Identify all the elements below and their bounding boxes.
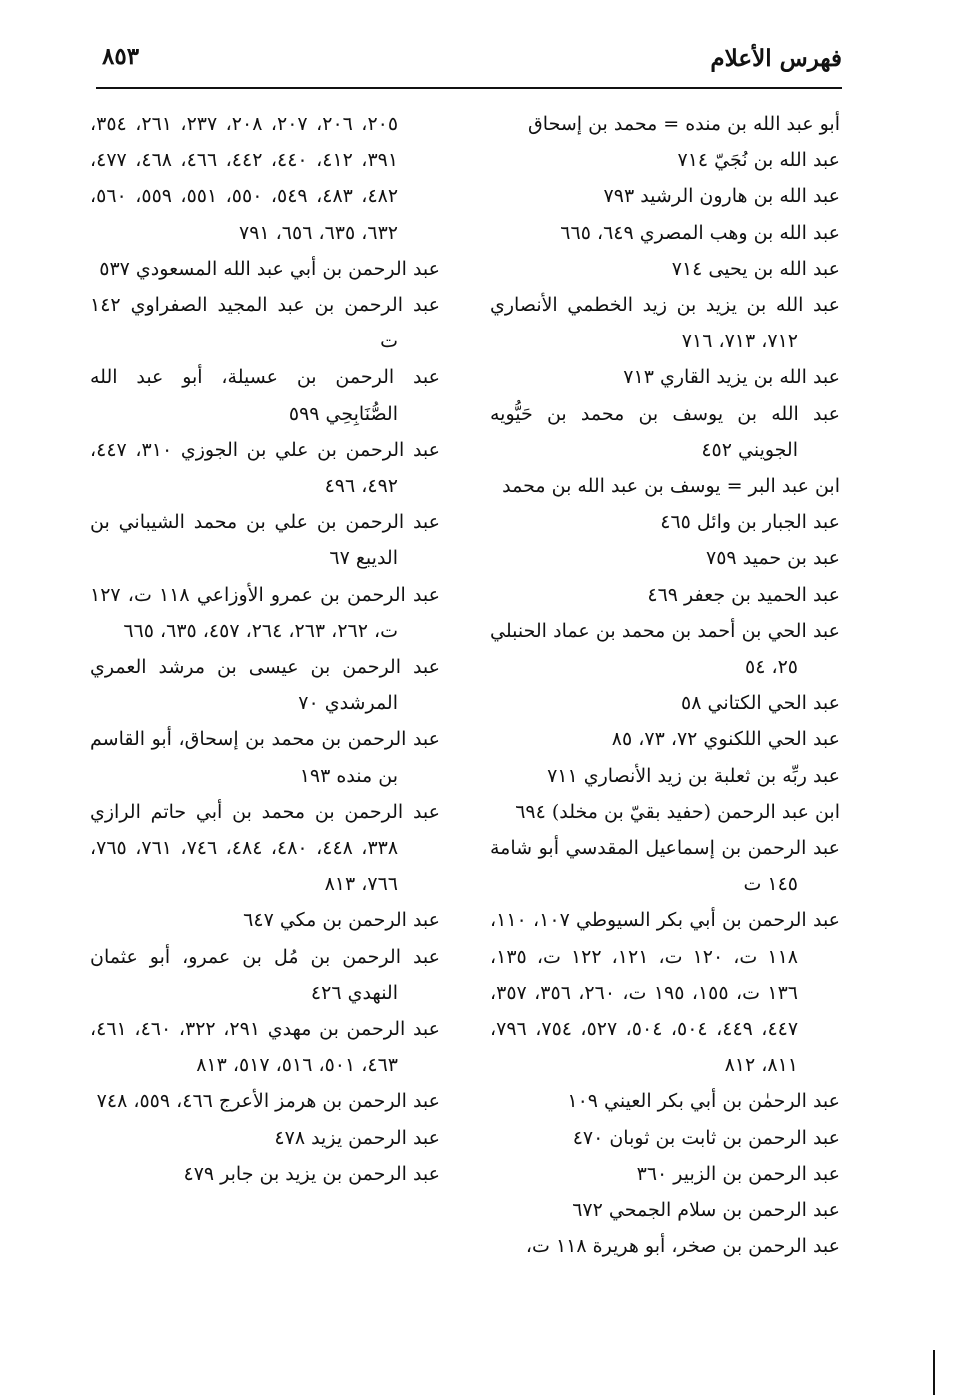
index-entry: ابن عبد البر = يوسف بن عبد الله بن محمد (502, 475, 840, 498)
index-entry: عبد الرحمن بن أبي بكر السيوطي ١٠٧، ١١٠، ١١٨ ت، ١٢٠ ت، ١٢١، ١٢٢ ت، ١٣٥، ١٣٦ ت، ١٥٥، ١٩٥ ت، ٢٦٠، ٣٥٦، ٣٥٧، ٤٤٧، ٤٤٩، ٥٠٤، ٥٠٤، ٥٢٧، ٧٥٤، ٧٩٦، ٨١١، ٨١٢ (490, 909, 841, 1077)
index-entry: عبد الرحمن بن هرمز الأعرج ٤٦٦، ٥٥٩، ٧٤٨ (96, 1090, 440, 1113)
index-entry: عبد الرحمن بن إسماعيل المقدسي أبو شامة ١٤٥ ت (490, 837, 840, 896)
index-entry: عبد الرحمن بن مُل بن عمرو، أبو عثمان النهدي ٤٢٦ (90, 945, 440, 1004)
index-entry: عبد الله بن يوسف بن محمد بن حَيُّويه الجويني ٤٥٢ (490, 402, 840, 461)
index-entry: عبد الرحمن بن محمد بن إسحاق، أبو القاسم بن منده ١٩٣ (90, 728, 440, 787)
index-column-right (490, 106, 840, 1265)
index-entry: عبد الرحمن بن عبد المجيد الصفراوي ١٤٢ ت (90, 294, 440, 353)
index-entry: عبد الله بن وهب المصري ٦٤٩، ٦٦٥ (560, 221, 840, 244)
header-divider (96, 87, 842, 89)
index-entry: عبد الله بن هارون الرشيد ٧٩٣ (603, 185, 840, 208)
index-entry: عبد الرحمن بن الزبير ٣٦٠ (636, 1162, 840, 1185)
index-column-left (90, 106, 440, 1192)
index-entry: عبد الرحمٰن بن أبي بكر العيني ١٠٩ (567, 1090, 840, 1113)
index-entry: عبد الرحمن بن عيسى بن مرشد العمري المرشدي ٧٠ (90, 656, 440, 715)
index-entry: عبد الله بن نُجَيّ ٧١٤ (677, 149, 840, 172)
index-entry: عبد الرحمن بن سلام الجمحي ٦٧٢ (572, 1199, 840, 1222)
index-entry: عبد الرحمن بن يزيد بن جابر ٤٧٩ (183, 1162, 440, 1185)
index-entry: أبو عبد الله بن منده = محمد بن إسحاق (528, 113, 840, 135)
index-entry: عبد الرحمن يزيد ٤٧٨ (274, 1126, 440, 1149)
index-entry: عبد الله بن يحيى ٧١٤ (671, 257, 840, 280)
index-entry: عبد الحميد بن جعفر ٤٦٩ (647, 583, 840, 606)
index-entry: عبد الرحمن بن ثابت بن ثوبان ٤٧٠ (572, 1126, 840, 1149)
page-title: فهرس الأعلام (710, 45, 842, 72)
index-entry: عبد الرحمن بن صخر، أبو هريرة ١١٨ ت، (525, 1235, 840, 1258)
index-entry: عبد الجبار بن وائل ٤٦٥ (660, 511, 840, 534)
index-entry: عبد الله بن يزيد القاري ٧١٣ (623, 366, 840, 389)
index-entry: عبد الرحمن بن مكي ٦٤٧ (243, 909, 440, 932)
page-header (96, 38, 842, 84)
index-entry: عبد الرحمن بن علي بن محمد الشيباني بن الديبع ٦٧ (90, 511, 440, 570)
index-entry: عبد الله بن يزيد بن زيد الخطمي الأنصاري ٧١٢، ٧١٣، ٧١٦ (490, 294, 840, 353)
index-entry: عبد الحي بن أحمد بن محمد بن عماد الحنبلي ٢٥، ٥٤ (490, 619, 840, 679)
index-entry: عبد الرحمن بن عسيلة، أبو عبد الله الصُّنَابِحِي ٥٩٩ (90, 366, 440, 425)
index-entry: عبد الرحمن بن محمد بن أبي حاتم الرازي ٣٣٨، ٤٤٨، ٤٨٠، ٤٨٤، ٧٤٦، ٧٦١، ٧٦٥، ٧٦٦، ٨١٣ (90, 800, 440, 896)
index-entry: ٢٠٥، ٢٠٦، ٢٠٧، ٢٠٨، ٢٣٧، ٢٦١، ٣٥٤، ٣٩١، ٤١٢، ٤٤٠، ٤٤٢، ٤٦٦، ٤٦٨، ٤٧٧، ٤٨٢، ٤٨٣، ٥٤٩، ٥٥٠، ٥٥١، ٥٥٩، ٥٦٠، ٦٣٢، ٦٣٥، ٦٥٦، ٧٩١ (90, 113, 399, 244)
margin-mark (933, 1350, 935, 1395)
index-entry: عبد ربِّه بن ثعلبة بن زيد الأنصاري ٧١١ (547, 764, 840, 787)
index-entry: عبد الرحمن بن علي بن الجوزي ٣١٠، ٤٤٧، ٤٩٢، ٤٩٦ (90, 438, 441, 498)
index-entry: عبد الرحمن بن عمرو الأوزاعي ١١٨ ت، ١٢٧ ت، ٢٦٢، ٢٦٣، ٢٦٤، ٤٥٧، ٦٣٥، ٦٦٥ (90, 583, 440, 642)
index-entry: ابن عبد الرحمن (حفيد بقيّ بن مخلد) ٦٩٤ (515, 800, 840, 823)
index-entry: عبد بن حميد ٧٥٩ (706, 547, 840, 570)
index-entry: عبد الرحمن بن أبي عبد الله المسعودي ٥٣٧ (99, 257, 440, 280)
index-entry: عبد الرحمن بن مهدي ٢٩١، ٣٢٢، ٤٦٠، ٤٦١، ٤٦٣، ٥٠١، ٥١٦، ٥١٧، ٨١٣ (90, 1018, 440, 1077)
index-entry: عبد الحي الكتاني ٥٨ (681, 692, 840, 715)
index-entry: عبد الحي اللكنوي ٧٢، ٧٣، ٨٥ (611, 728, 840, 751)
page-number: ٨٥٣ (102, 43, 140, 70)
